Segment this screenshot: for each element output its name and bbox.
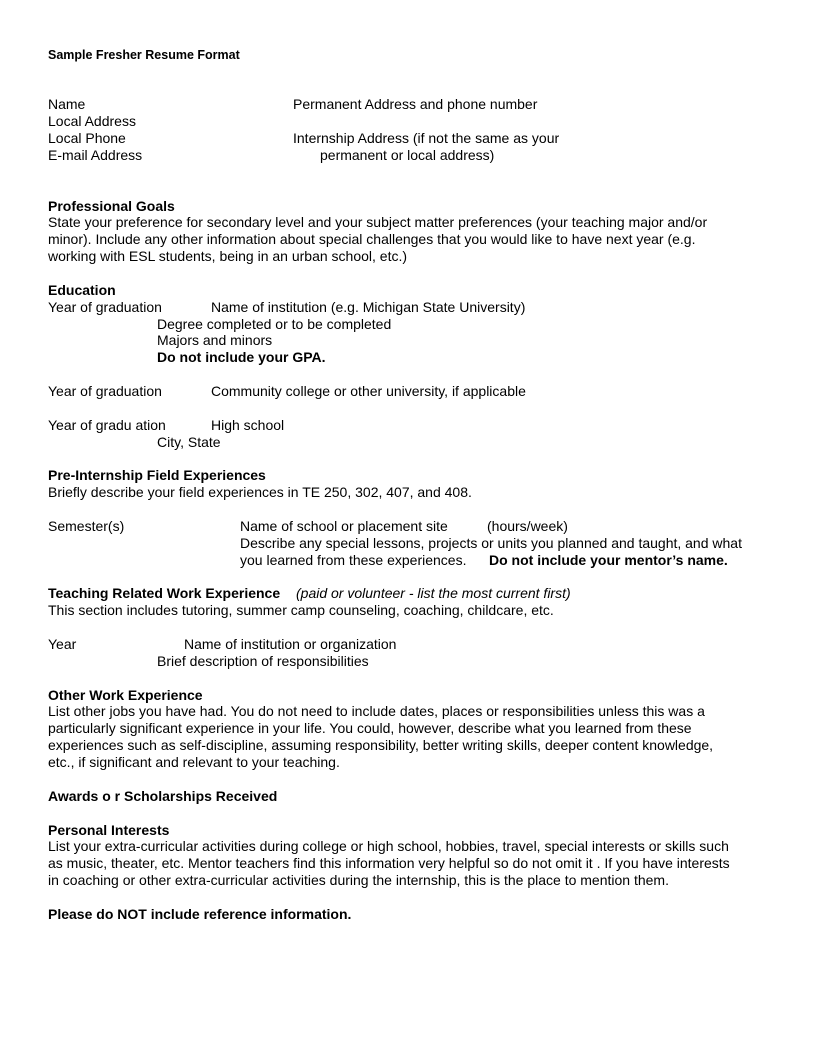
personal-interests-line: in coaching or other extra-curricular activities during the internship, this is the place to mention them.	[48, 872, 669, 888]
professional-goals-line: State your preference for secondary level and your subject matter preferences (your teaching major and/or	[48, 214, 708, 230]
contact-email: E-mail Address	[48, 147, 143, 163]
contact-internship-address: Internship Address (if not the same as your	[293, 130, 560, 146]
reference-note: Please do NOT include reference information.	[48, 906, 352, 922]
education-gpa-note: Do not include your GPA.	[157, 349, 326, 365]
awards-heading: Awards o r Scholarships Received	[48, 788, 278, 804]
teaching-work-institution: Name of institution or organization	[184, 636, 397, 652]
other-work-heading: Other Work Experience	[48, 687, 203, 703]
professional-goals-heading: Professional Goals	[48, 198, 175, 214]
education-majors: Majors and minors	[157, 332, 273, 348]
field-semester: Semester(s)	[48, 518, 125, 534]
personal-interests-line: as music, theater, etc. Mentor teachers find this information very helpful so do not omit it . If you have interests	[48, 855, 730, 871]
field-hours: (hours/week)	[487, 518, 568, 534]
education-institution: High school	[211, 417, 285, 433]
field-school-name: Name of school or placement site	[240, 518, 448, 534]
personal-interests-heading: Personal Interests	[48, 822, 170, 838]
contact-name: Name	[48, 96, 86, 112]
contact-local-phone: Local Phone	[48, 130, 126, 146]
professional-goals-line: working with ESL students, being in an urban school, etc.)	[48, 248, 408, 264]
teaching-work-desc: This section includes tutoring, summer camp counseling, coaching, childcare, etc.	[48, 602, 554, 618]
education-year: Year of graduation	[48, 299, 162, 315]
other-work-line: particularly significant experience in your life. You could, however, describe what you learned from these	[48, 720, 692, 736]
education-institution: Name of institution (e.g. Michigan State University)	[211, 299, 526, 315]
field-experiences-desc: Briefly describe your field experiences in TE 250, 302, 407, and 408.	[48, 484, 472, 500]
contact-local-address: Local Address	[48, 113, 136, 129]
education-year: Year of graduation	[48, 383, 162, 399]
document-title: Sample Fresher Resume Format	[48, 48, 240, 62]
field-description: Describe any special lessons, projects or units you planned and taught, and what	[240, 535, 742, 551]
contact-internship-address-cont: permanent or local address)	[320, 147, 495, 163]
teaching-work-heading-note: (paid or volunteer - list the most current first)	[296, 585, 571, 601]
teaching-work-heading: Teaching Related Work Experience	[48, 585, 281, 601]
education-year: Year of gradu ation	[48, 417, 166, 433]
other-work-line: etc., if significant and relevant to your teaching.	[48, 754, 340, 770]
field-mentor-note: Do not include your mentor’s name.	[489, 552, 728, 568]
education-heading: Education	[48, 282, 116, 298]
education-degree: Degree completed or to be completed	[157, 316, 392, 332]
field-description: you learned from these experiences.	[240, 552, 467, 568]
teaching-work-responsibilities: Brief description of responsibilities	[157, 653, 369, 669]
education-city-state: City, State	[157, 434, 221, 450]
other-work-line: List other jobs you have had. You do not need to include dates, places or responsibilities unless this was a	[48, 703, 705, 719]
professional-goals-line: minor). Include any other information about special challenges that you would like to have next year (e.g.	[48, 231, 696, 247]
personal-interests-line: List your extra-curricular activities during college or high school, hobbies, travel, special interests or skills such	[48, 838, 729, 854]
education-institution: Community college or other university, if applicable	[211, 383, 526, 399]
contact-permanent-address: Permanent Address and phone number	[293, 96, 538, 112]
other-work-line: experiences such as self-discipline, assuming responsibility, better writing skills, deeper content knowledge,	[48, 737, 714, 753]
teaching-work-year: Year	[48, 636, 77, 652]
field-experiences-heading: Pre-Internship Field Experiences	[48, 467, 266, 483]
